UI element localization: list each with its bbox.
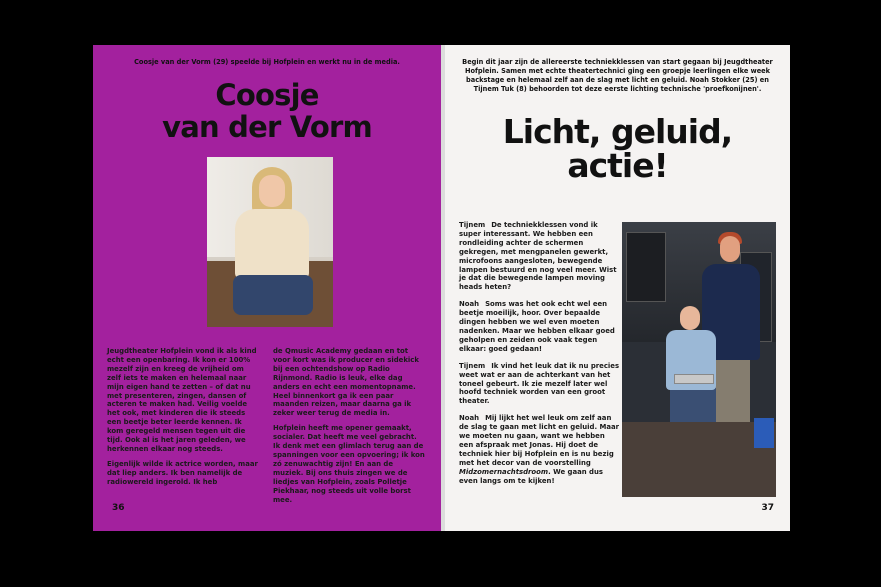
right-page: [445, 45, 790, 531]
body-column-1: [107, 347, 259, 493]
paragraph: Hofplein heeft me opener gemaakt, socialer. Dat heeft me veel gebracht. Ik denk met een glimlach terug aan de spanningen voor een opvoering; ik kon zó zenuwachtig zijn! En aan de muziek. Bij ons thuis zingen we de liedjes van Hofplein, zoals Polletje Piekhaar, nog steeds uit volle borst mee.: [273, 424, 425, 504]
paragraph: de Qmusic Academy gedaan en tot voor kort was ik producer en sidekick bij een ochtendshow op Radio Rijnmond. Radio is leuk, elke dag anders en echt een momentopname. Heel binnenkort ga ik een paar maanden reizen, maar daarna ga ik zeker weer terug de media in.: [273, 347, 419, 418]
intro-text: Begin dit jaar zijn de allereerste techniekklessen van start gegaan bij Jeugdtheater Hofplein. Samen met echte theatertechnici ging een groepje leerlingen elke week backstage en helemaal zelf aan de slag met licht en geluid.: [462, 58, 773, 84]
qa-item: [459, 362, 621, 407]
qa-item: [459, 221, 621, 292]
technicians-photo: [622, 222, 776, 497]
answer-text: . We gaan dus even langs om te kijken!: [459, 467, 603, 485]
speaker-name: Tijnem: [459, 221, 486, 229]
answer-text: Soms was het ook echt wel een beetje moeilijk, hoor. Over bepaalde dingen hebben we wel even moeten nadenken. Maar we hebben elkaar goed geholpen en zeiden ook vaak tegen elkaar: goed gedaan!: [459, 300, 615, 353]
qa-item: [459, 414, 621, 485]
intro-text: (8) behoorden tot deze eerste lichting technische 'proefkonijnen'.: [513, 84, 762, 93]
left-page: [93, 45, 441, 531]
intro-name: Coosje van der Vorm: [134, 58, 211, 66]
intro-right: [455, 58, 780, 94]
body-column-2: [273, 347, 425, 510]
title-line: van der Vorm: [162, 110, 372, 144]
intro-text: (25) en: [739, 75, 769, 84]
page-title-left: [103, 79, 431, 143]
interview-text: [459, 221, 621, 493]
magazine-spread: [93, 45, 790, 531]
title-line: Coosje: [215, 78, 319, 112]
portrait-photo: [207, 157, 333, 327]
answer-text: De techniekklessen vond ik super interessant. We hebben een rondleiding achter de schermen gekregen, met mengpanelen gewerkt, microfoons aangesloten, bewegende lampen bestuurd en nog veel meer. Wist je dat die bewegende lampen moving heads heten?: [459, 221, 617, 292]
paragraph: Jeugdtheater Hofplein vond ik als kind echt een openbaring. Ik kon er 100% mezelf zijn en kreeg de vrijheid om zelf iets te maken en helemaal naar mijn eigen hand te zetten – of dat nu met presenteren, zingen, dansen of acteren te maken had. Veilig voelde het ook, met kinderen die ik steeds een beetje beter leerde kennen. Ik kom geregeld mensen tegen uit die tijd. Ook al is het jaren geleden, we herkennen elkaar nog steeds.: [107, 347, 257, 453]
page-title-right: [451, 112, 784, 185]
speaker-name: Noah: [459, 300, 480, 309]
page-number-right: 37: [761, 503, 774, 513]
title-line: actie!: [567, 146, 668, 185]
title-line: Licht, geluid,: [502, 112, 733, 151]
answer-text: Mij lijkt het wel leuk om zelf aan de slag te gaan met licht en geluid. Maar we moeten nu gaan, want we hebben een afspraak met Jonas. Hij doet de techniek hier bij Hofplein en is nu bezig met het decor van de voorstelling: [459, 414, 620, 467]
qa-item: [459, 300, 621, 353]
page-number-left: 36: [112, 503, 125, 513]
intro-text: (29) speelde bij Hofplein en werkt nu in de media.: [210, 58, 400, 66]
answer-text: Ik vind het leuk dat ik nu precies weet wat er aan de achterkant van het toneel gebeurt. Ik zie mezelf later wel hoofd techniek worden van een groot theater.: [459, 361, 620, 406]
intro-name: Noah Stokker: [689, 75, 740, 84]
intro-left: [107, 58, 427, 67]
intro-name: Tijnem Tuk: [473, 84, 514, 93]
speaker-name: Noah: [459, 414, 480, 423]
speaker-name: Tijnem: [459, 361, 486, 370]
show-title: Midzomernachtsdroom: [459, 467, 549, 476]
paragraph: Eigenlijk wilde ik actrice worden, maar dat liep anders. Ik ben namelijk de radiowereld ingerold. Ik heb: [107, 459, 258, 486]
